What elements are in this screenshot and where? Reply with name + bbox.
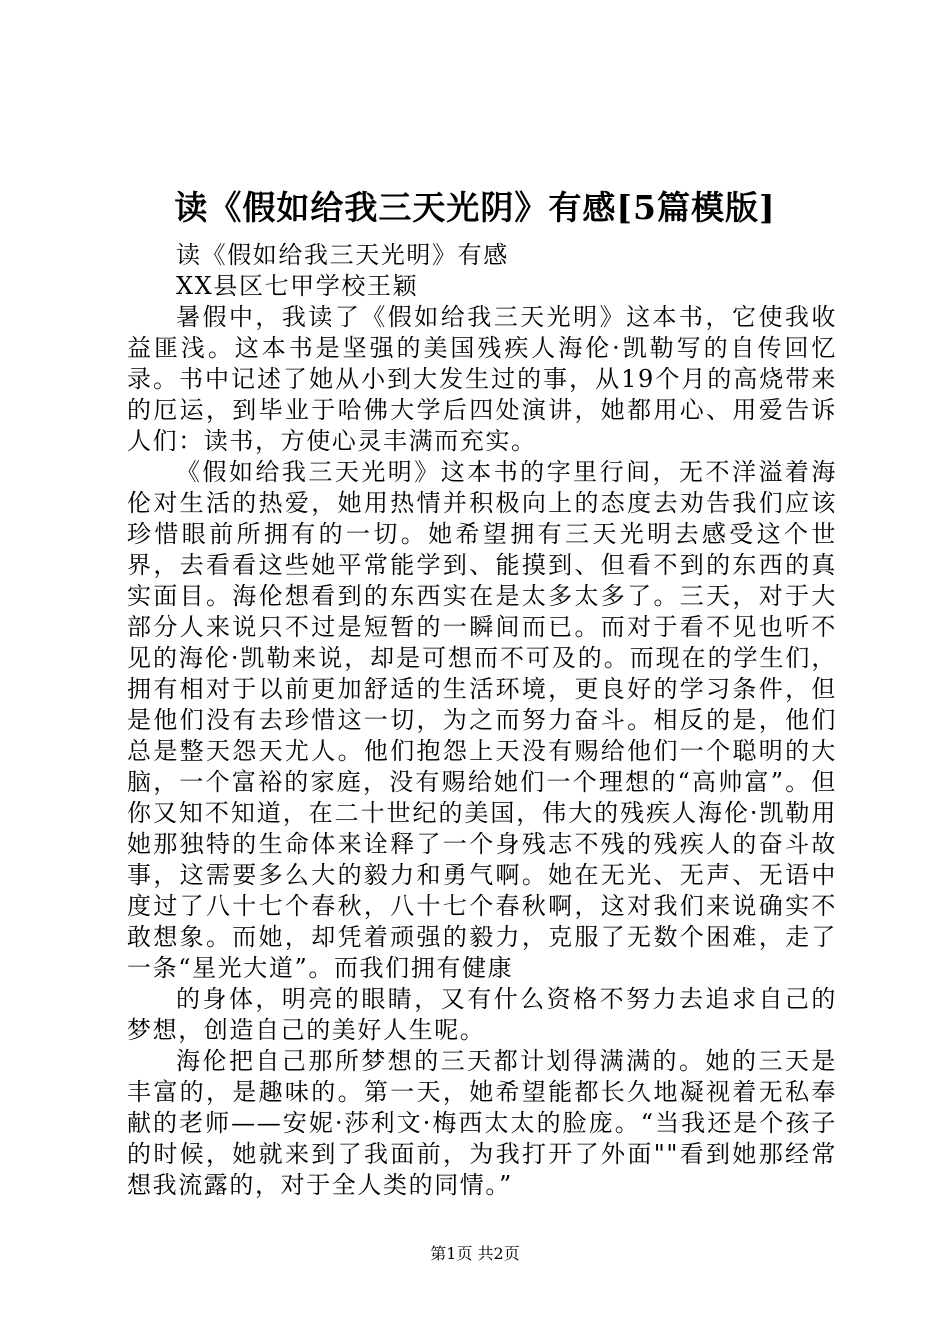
paragraph-4: 海伦把自己那所梦想的三天都计划得满满的。她的三天是丰富的，是趣味的。第一天，她希望能都长久地凝视着无私奉献的老师——安妮·莎利文·梅西太太的脸庞。“当我还是个孩子的时候，她就来到了我面前，为我打开了外面""看到她那经常想我流露的，对于全人类的同情。”	[127, 1047, 837, 1199]
document-body	[127, 240, 837, 1201]
document-title: 读《假如给我三天光阴》有感[5篇模版]	[174, 188, 776, 227]
paragraph-1: 暑假中，我读了《假如给我三天光明》这本书，它使我收益匪浅。这本书是坚强的美国残疾人海伦·凯勒写的自传回忆录。书中记述了她从小到大发生过的事，从19个月的高烧带来的厄运，到毕业于哈佛大学后四处演讲，她都用心、用爱告诉人们：读书，方使心灵丰满而充实。	[127, 303, 837, 455]
subtitle-line: 读《假如给我三天光明》有感	[176, 241, 509, 269]
page-number-footer: 第1页 共2页	[430, 1244, 520, 1263]
author-line: XX县区七甲学校王颖	[176, 272, 419, 300]
paragraph-2: 《假如给我三天光明》这本书的字里行间，无不洋溢着海伦对生活的热爱，她用热情并积极向上的态度去劝告我们应该珍惜眼前所拥有的一切。她希望拥有三天光明去感受这个世界，去看看这些她平常能学到、能摸到、但看不到的东西的真实面目。海伦想看到的东西实在是太多太多了。三天，对于大部分人来说只不过是短暂的一瞬间而已。而对于看不见也听不见的海伦·凯勒来说，却是可想而不可及的。而现在的学生们，拥有相对于以前更加舒适的生活环境，更良好的学习条件，但是他们没有去珍惜这一切，为之而努力奋斗。相反的是，他们总是整天怨天尤人。他们抱怨上天没有赐给他们一个聪明的大脑，一个富裕的家庭，没有赐给她们一个理想的“高帅富”。但你又知不知道，在二十世纪的美国，伟大的残疾人海伦·凯勒用她那独特的生命体来诠释了一个身残志不残的残疾人的奋斗故事，这需要多么大的毅力和勇气啊。她在无光、无声、无语中度过了八十七个春秋，八十七个春秋啊，这对我们来说确实不敢想象。而她，却凭着顽强的毅力，克服了无数个困难，走了一条“星光大道”。而我们拥有健康	[127, 458, 837, 982]
paragraph-3: 的身体，明亮的眼睛，又有什么资格不努力去追求自己的梦想，创造自己的美好人生呢。	[127, 985, 837, 1044]
